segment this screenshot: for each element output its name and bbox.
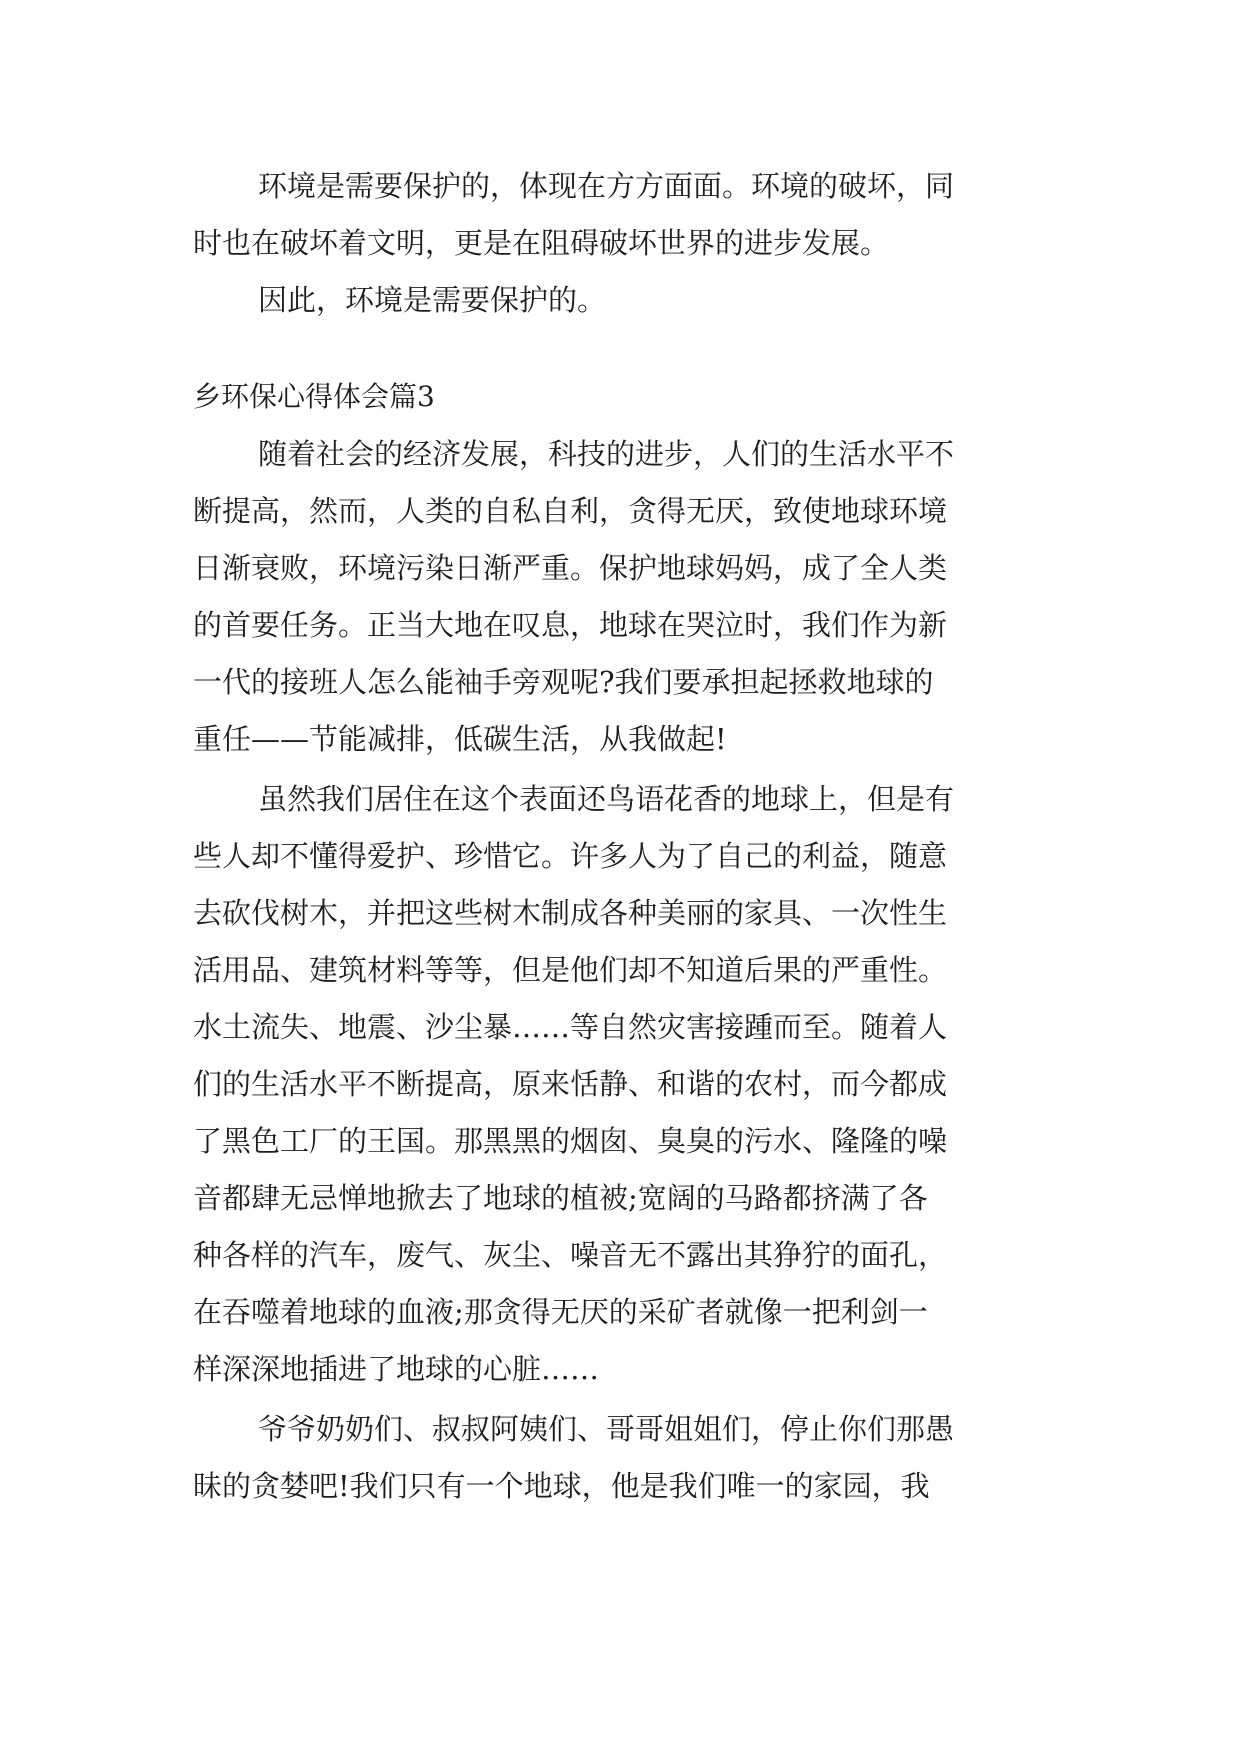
paragraph-line: 种各样的汽车，废气、灰尘、噪音无不露出其狰狞的面孔，	[193, 1238, 948, 1272]
paragraph-line: 因此，环境是需要保护的。	[258, 283, 607, 317]
paragraph-line: 去砍伐树木，并把这些树木制成各种美丽的家具、一次性生	[193, 896, 948, 930]
paragraph-line: 水土流失、地震、沙尘暴……等自然灾害接踵而至。随着人	[193, 1010, 948, 1044]
paragraph-line: 爷爷奶奶们、叔叔阿姨们、哥哥姐姐们，停止你们那愚	[258, 1412, 955, 1446]
paragraph-line: 些人却不懂得爱护、珍惜它。许多人为了自己的利益，随意	[193, 839, 948, 873]
paragraph-line: 环境是需要保护的，体现在方方面面。环境的破坏，同	[258, 169, 955, 203]
paragraph-line: 的首要任务。正当大地在叹息，地球在哭泣时，我们作为新	[193, 608, 948, 642]
paragraph-line: 样深深地插进了地球的心脏……	[193, 1352, 600, 1386]
paragraph-line: 昧的贪婪吧!我们只有一个地球，他是我们唯一的家园，我	[193, 1469, 930, 1503]
paragraph-line: 音都肆无忌惮地掀去了地球的植被;宽阔的马路都挤满了各	[193, 1181, 928, 1215]
section-heading: 乡环保心得体会篇3	[193, 380, 435, 413]
paragraph-line: 日渐衰败，环境污染日渐严重。保护地球妈妈，成了全人类	[193, 551, 948, 585]
paragraph-line: 随着社会的经济发展，科技的进步，人们的生活水平不	[258, 437, 955, 471]
paragraph-line: 时也在破坏着文明，更是在阻碍破坏世界的进步发展。	[193, 226, 890, 260]
paragraph-line: 们的生活水平不断提高，原来恬静、和谐的农村，而今都成	[193, 1067, 948, 1101]
paragraph-line: 活用品、建筑材料等等，但是他们却不知道后果的严重性。	[193, 953, 948, 987]
paragraph-line: 虽然我们居住在这个表面还鸟语花香的地球上，但是有	[258, 782, 955, 816]
paragraph-line: 了黑色工厂的王国。那黑黑的烟囱、臭臭的污水、隆隆的噪	[193, 1124, 948, 1158]
paragraph-line: 断提高，然而，人类的自私自利，贪得无厌，致使地球环境	[193, 494, 948, 528]
paragraph-line: 一代的接班人怎么能袖手旁观呢?我们要承担起拯救地球的	[193, 665, 934, 699]
paragraph-line: 重任——节能减排，低碳生活，从我做起!	[193, 722, 727, 756]
paragraph-line: 在吞噬着地球的血液;那贪得无厌的采矿者就像一把利剑一	[193, 1295, 928, 1329]
